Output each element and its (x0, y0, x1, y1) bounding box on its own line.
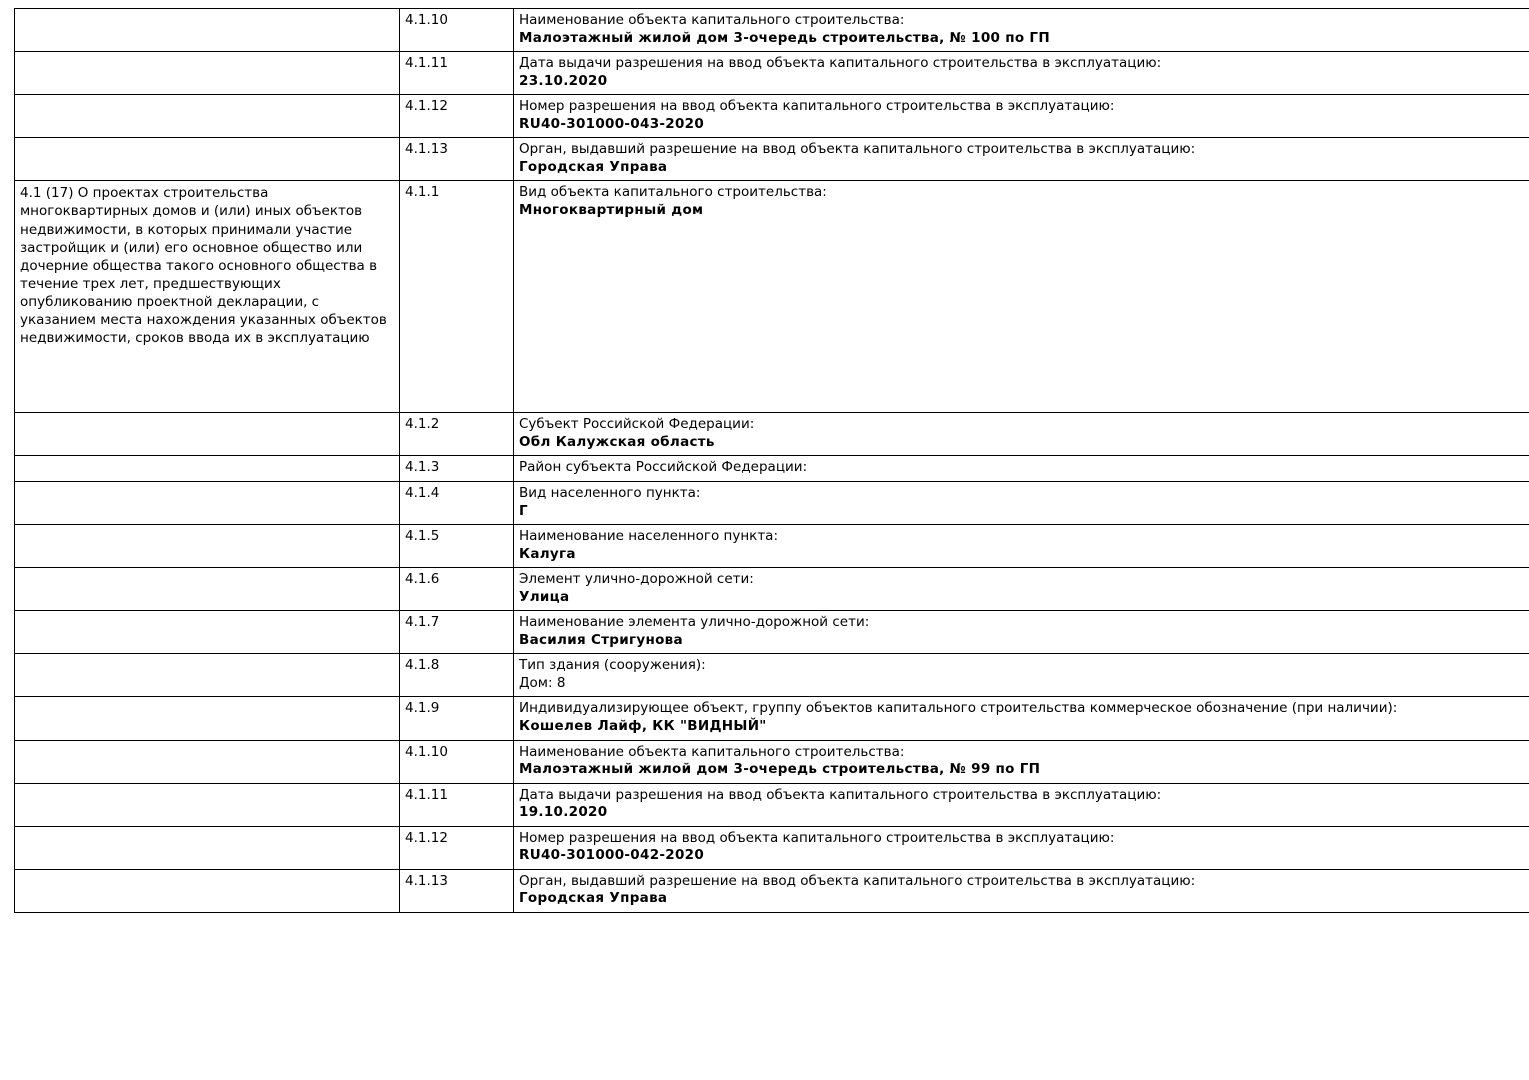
row-content (514, 52, 1529, 95)
row-label: Вид населенного пункта: (519, 485, 701, 502)
declaration-table (14, 8, 1529, 913)
row-content (514, 181, 1529, 413)
table-row (15, 525, 1529, 568)
row-label: Дата выдачи разрешения на ввод объекта капитального строительства в эксплуатацию: (519, 55, 1162, 72)
row-value: Г (519, 502, 528, 519)
table-row (15, 740, 1529, 783)
row-content (514, 525, 1529, 568)
section-cell-empty (15, 525, 400, 568)
row-label: Индивидуализирующее объект, группу объектов капитального строительства коммерческое обозначение (при наличии): (519, 700, 1398, 717)
row-number: 4.1.10 (400, 740, 514, 783)
section-cell-empty (15, 138, 400, 181)
section-title: 4.1 (17) О проектах строительства многоквартирных домов и (или) иных объектов недвижимости, в которых принимали участие застройщик и (или) его основное общество или дочерние общества такого основного общества в течение трех лет, предшествующих опубликованию проектной декларации, с указанием места нахождения указанных объектов недвижимости, сроков ввода их в эксплуатацию (20, 185, 387, 346)
row-value: RU40-301000-042-2020 (519, 847, 705, 864)
row-label: Номер разрешения на ввод объекта капитального строительства в эксплуатацию: (519, 98, 1115, 115)
row-value: 19.10.2020 (519, 804, 608, 821)
row-number: 4.1.6 (400, 568, 514, 611)
section-cell-empty (15, 9, 400, 52)
row-number: 4.1.11 (400, 52, 514, 95)
row-content (514, 697, 1529, 740)
row-number: 4.1.9 (400, 697, 514, 740)
row-value: Обл Калужская область (519, 433, 715, 450)
row-content (514, 456, 1529, 482)
row-label: Орган, выдавший разрешение на ввод объекта капитального строительства в эксплуатацию: (519, 872, 1196, 889)
section-cell-empty (15, 611, 400, 654)
table-row (15, 869, 1529, 912)
row-number: 4.1.8 (400, 654, 514, 697)
row-value: 23.10.2020 (519, 72, 608, 89)
row-value: RU40-301000-043-2020 (519, 115, 705, 132)
section-cell-empty (15, 482, 400, 525)
row-value: Городская Управа (519, 890, 668, 907)
row-label: Элемент улично-дорожной сети: (519, 571, 754, 588)
table-row (15, 568, 1529, 611)
row-value: Многоквартирный дом (519, 201, 704, 218)
row-label: Номер разрешения на ввод объекта капитального строительства в эксплуатацию: (519, 829, 1115, 846)
table-row (15, 181, 1529, 413)
table-row (15, 611, 1529, 654)
row-label: Вид объекта капитального строительства: (519, 184, 827, 201)
row-number: 4.1.5 (400, 525, 514, 568)
row-content (514, 138, 1529, 181)
row-content (514, 740, 1529, 783)
section-cell-empty (15, 456, 400, 482)
row-label: Наименование элемента улично-дорожной сети: (519, 614, 870, 631)
row-label: Наименование объекта капитального строительства: (519, 743, 905, 760)
row-label: Район субъекта Российской Федерации: (519, 459, 808, 476)
row-content (514, 826, 1529, 869)
row-number: 4.1.12 (400, 826, 514, 869)
row-number: 4.1.2 (400, 413, 514, 456)
row-number: 4.1.4 (400, 482, 514, 525)
table-row (15, 413, 1529, 456)
section-cell-empty (15, 697, 400, 740)
section-cell-empty (15, 413, 400, 456)
row-label: Наименование объекта капитального строительства: (519, 12, 905, 28)
row-value: Кошелев Лайф, КК "ВИДНЫЙ" (519, 718, 767, 735)
table-row (15, 826, 1529, 869)
table-row (15, 138, 1529, 181)
section-cell-empty (15, 95, 400, 138)
row-content (514, 869, 1529, 912)
table-row (15, 9, 1529, 52)
row-number: 4.1.7 (400, 611, 514, 654)
table-row (15, 52, 1529, 95)
row-value: Калуга (519, 545, 576, 562)
row-label: Наименование населенного пункта: (519, 528, 778, 545)
row-label: Орган, выдавший разрешение на ввод объекта капитального строительства в эксплуатацию: (519, 141, 1196, 158)
row-number: 4.1.10 (400, 9, 514, 52)
row-content (514, 611, 1529, 654)
section-cell-empty (15, 654, 400, 697)
row-content (514, 654, 1529, 697)
row-content (514, 783, 1529, 826)
section-cell-empty (15, 740, 400, 783)
row-value: Дом: 8 (519, 674, 566, 691)
row-number: 4.1.12 (400, 95, 514, 138)
row-value: Малоэтажный жилой дом 3-очередь строительства, № 99 по ГП (519, 761, 1041, 778)
row-number: 4.1.1 (400, 181, 514, 413)
table-row (15, 654, 1529, 697)
row-number: 4.1.3 (400, 456, 514, 482)
section-cell-empty (15, 869, 400, 912)
row-value: Улица (519, 588, 570, 605)
section-cell-empty (15, 783, 400, 826)
row-value: Малоэтажный жилой дом 3-очередь строительства, № 100 по ГП (519, 29, 1050, 46)
row-number: 4.1.13 (400, 138, 514, 181)
row-content (514, 568, 1529, 611)
row-number: 4.1.11 (400, 783, 514, 826)
row-label: Субъект Российской Федерации: (519, 416, 755, 433)
row-number: 4.1.13 (400, 869, 514, 912)
row-label: Дата выдачи разрешения на ввод объекта капитального строительства в эксплуатацию: (519, 786, 1162, 803)
section-cell-empty (15, 826, 400, 869)
table-row (15, 783, 1529, 826)
row-value: Городская Управа (519, 158, 668, 175)
table-row (15, 456, 1529, 482)
row-content (514, 482, 1529, 525)
section-cell-empty (15, 52, 400, 95)
row-label: Тип здания (сооружения): (519, 657, 706, 674)
row-value: Василия Стригунова (519, 631, 683, 648)
row-content (514, 9, 1529, 52)
section-cell-empty (15, 568, 400, 611)
section-title-cell (15, 181, 400, 413)
row-content (514, 413, 1529, 456)
table-row (15, 95, 1529, 138)
table-row (15, 482, 1529, 525)
row-content (514, 95, 1529, 138)
table-row (15, 697, 1529, 740)
